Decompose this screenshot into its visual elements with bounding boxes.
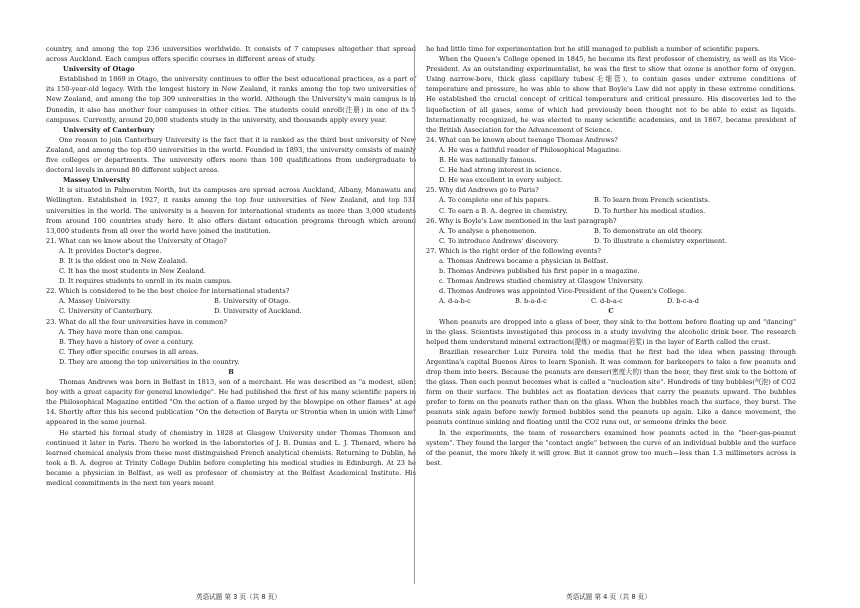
option: D. University of Auckland. [214, 307, 302, 316]
paragraph: He started his formal study of chemistry in 1828 at Glasgow University under Thomas Thomson and continued it later in Paris. There he worked in the laboratories of J. B. Dumas and L. J. Thenard, where he learned chemical analysis from these most distinguished French analytical chemists. Returning to Dublin, he took a B. A. degree at Trinity College Dublin before completing his medical studies in Edinburgh. At 23 he became a physician in Belfast, as well as professor of chemistry at the Belfast Academical Institute. His medical commitments in the next ten years meant [46, 428, 416, 488]
paragraph: One reason to join Canterbury University is the fact that it is ranked as the third best university of New Zealand, and among the top 450 universities in the world. Founded in 1893, the university consists of mainly five colleges or departments. The university offers more than 100 qualifications from undergraduate to doctoral levels in around 80 different subject areas. [46, 135, 416, 175]
option: A. It provides Doctor's degree. [59, 246, 162, 255]
question-25: 25. Why did Andrews go to Paris? [426, 186, 539, 195]
options-row [59, 306, 416, 316]
column-divider [414, 44, 415, 584]
option: B. University of Otago. [214, 297, 291, 306]
option: C. To introduce Andrews' discovery. [439, 236, 559, 245]
paragraph: he had little time for experimentation but he still managed to publish a number of scientific papers. [426, 45, 760, 53]
option: D. To illustrate a chemistry experiment. [594, 236, 727, 245]
options-row [439, 206, 796, 216]
left-column [46, 44, 416, 488]
option: D. b-c-a-d [667, 297, 699, 306]
option: D. He was excellent in every subject. [439, 176, 563, 185]
option: A. He was a faithful reader of Philosophical Magazine. [439, 145, 622, 154]
option: C. d-b-a-c [591, 297, 623, 306]
option: B. To demonstrate an old theory. [594, 226, 703, 235]
event-item: d. Thomas Andrews was appointed Vice-President of the Queen's College. [439, 287, 687, 296]
question-22: 22. Which is considered to be the best choice for international students? [46, 287, 290, 296]
question-27: 27. Which is the right order of the following events? [426, 246, 601, 255]
question-24: 24. What can be known about teenage Thomas Andrews? [426, 135, 618, 144]
option: B. It is the oldest one in New Zealand. [59, 256, 188, 265]
section-b-heading: B [228, 368, 234, 376]
paragraph: Thomas Andrews was born in Belfast in 1813, son of a merchant. He was described as "a modest, silent boy with a great capacity for general knowledge". He had published the first of his many scientific papers in the Philosophical Magazine entitled "On the action of a flame urged by the blowpipe on other flames" at age 14. Shortly after this his second publication "On the detection of Baryta or Strontia when in union with Lime" appeared in the same journal. [46, 378, 416, 427]
options-row [439, 236, 796, 246]
option: C. He had strong interest in science. [439, 166, 562, 175]
option: A. To analyse a phenomenon. [439, 226, 537, 235]
option: B. To learn from French scientists. [594, 196, 710, 205]
option: A. To complete one of his papers. [439, 196, 551, 205]
paragraph: It is situated in Palmerston North, but its campuses are spread across Auckland, Albany, Manawatu and Wellington. Established in 1927, it ranks among the top four universities of New Zealand, and top 531 universities in the world. The university is a heaven for international students as more than 3,000 students from around 100 countries study here. It also offers distant education programs through which around 13,000 students from all over the world have joined the institution. [46, 186, 416, 235]
paragraph: country, and among the top 236 universities worldwide. It consists of 7 campuses altogether that spread across Auckland. Each campus offers specific courses in different areas of study. [46, 45, 416, 64]
right-column [426, 44, 796, 468]
event-item: b. Thomas Andrews published his first paper in a magazine. [439, 267, 640, 276]
paragraph: When peanuts are dropped into a glass of beer, they sink to the bottom before floating up and "dancing" in the glass. Scientists investigated this process in a study involving the alcoholic drink beer. The research helped them understand mineral extraction(提炼) or magma(岩浆) in the layer of Earth called the crust. [426, 317, 796, 346]
event-item: c. Thomas Andrews studied chemistry at Glasgow University. [439, 277, 644, 286]
paragraph: When the Queen's College opened in 1845, he became its first professor of chemistry, as well as its Vice-President. As an outstanding experimentalist, he was the first to show that ozone is another form of oxygen. Using narrow-bore, thick glass capillary tubes(毛细管), to contain gases under extreme conditions of temperature and pressure, he was able to show that Boyle's Law did not apply in these extreme conditions. He established the crucial concept of critical temperature and critical pressure. His discoveries led to the liquefaction of all gases, some of which had previously been thought not to be able to exist as liquids. Internationally recognized, he was elected to many scientific academies, and in 1867, became president of the British Association for the Advancement of Science. [426, 55, 796, 134]
paragraph: In the experiments, the team of researchers examined how peanuts acted in the "beer-gas-peanut system". They found the larger the "contact angle" between the curve of an individual bubble and the surface of the peanut, the more likely it will grow. But it cannot grow too much—less than 1.3 millimeters across is best. [426, 428, 796, 467]
option: C. University of Canterbury. [59, 307, 153, 316]
paragraph: Brazilian researcher Luiz Pereira told the media that he first had the idea when passing through Argentina's capital Buenos Aires to learn Spanish. It was common for barkeepers to take a few peanuts and drop them into beers. Because the peanuts are denser(密度大的) than the beer, they first sink to the bottom of the glass. Then each peanut becomes what is called a "nucleation site". Hundreds of tiny bubbles(气泡) of CO2 form on their surface. The bubbles act as floatation devices that carry the peanuts upward. The bubbles prefer to form on the peanuts rather than on the glass. When the bubbles reach the surface, they burst. The peanuts sink again before newly formed bubbles send the peanuts up again. Like a dance movement, the peanuts continue sinking and floating until the CO2 runs out, or someone drinks the beer. [426, 347, 796, 427]
option: A. Massey University. [59, 297, 131, 306]
options-row [439, 226, 796, 236]
paragraph: Established in 1869 in Otago, the university continues to offer the best educational practices, as a part of its 150-year-old legacy. With the longest history in New Zealand, it ranks among the top two universities of New Zealand, and among the top 309 universities in the world. Although the University's main campus is in Dunedin, it also has another four campuses in other cities. The students could enroll(注册) in one of its 5 campuses. Currently, around 20,000 students study in the university, and thousands apply every year. [46, 75, 416, 124]
option: B. b-a-d-c [515, 297, 547, 306]
option: B. He was nationally famous. [439, 156, 537, 165]
option: D. It requires students to enroll in its main campus. [59, 277, 232, 286]
page-footer-left: 英语试题 第 3 页（共 8 页） [196, 593, 281, 601]
question-26: 26. Why is Boyle's Law mentioned in the last paragraph? [426, 216, 617, 225]
option: A. They have more than one campus. [59, 327, 183, 336]
page-footer-right: 英语试题 第 4 页（共 8 页） [566, 593, 651, 601]
option: A. d-a-b-c [439, 297, 471, 306]
option: C. To earn a B. A. degree in chemistry. [439, 206, 568, 215]
event-item: a. Thomas Andrews became a physician in Belfast. [439, 256, 609, 265]
option: B. They have a history of over a century. [59, 337, 194, 346]
options-row [59, 296, 416, 306]
heading-massey: Massey University [63, 176, 130, 185]
question-21: 21. What can we know about the University of Otago? [46, 236, 227, 245]
section-c-heading: C [608, 307, 614, 316]
heading-otago: University of Otago [63, 65, 135, 74]
heading-canterbury: University of Canterbury [63, 125, 155, 134]
option: D. They are among the top universities in the country. [59, 357, 240, 366]
option: D. To further his medical studies. [594, 206, 706, 215]
question-23: 23. What do all the four universities have in common? [46, 317, 227, 326]
options-row [439, 195, 796, 205]
option: C. They offer specific courses in all areas. [59, 347, 199, 356]
option: C. It has the most students in New Zealand. [59, 267, 206, 276]
options-row [439, 296, 796, 306]
